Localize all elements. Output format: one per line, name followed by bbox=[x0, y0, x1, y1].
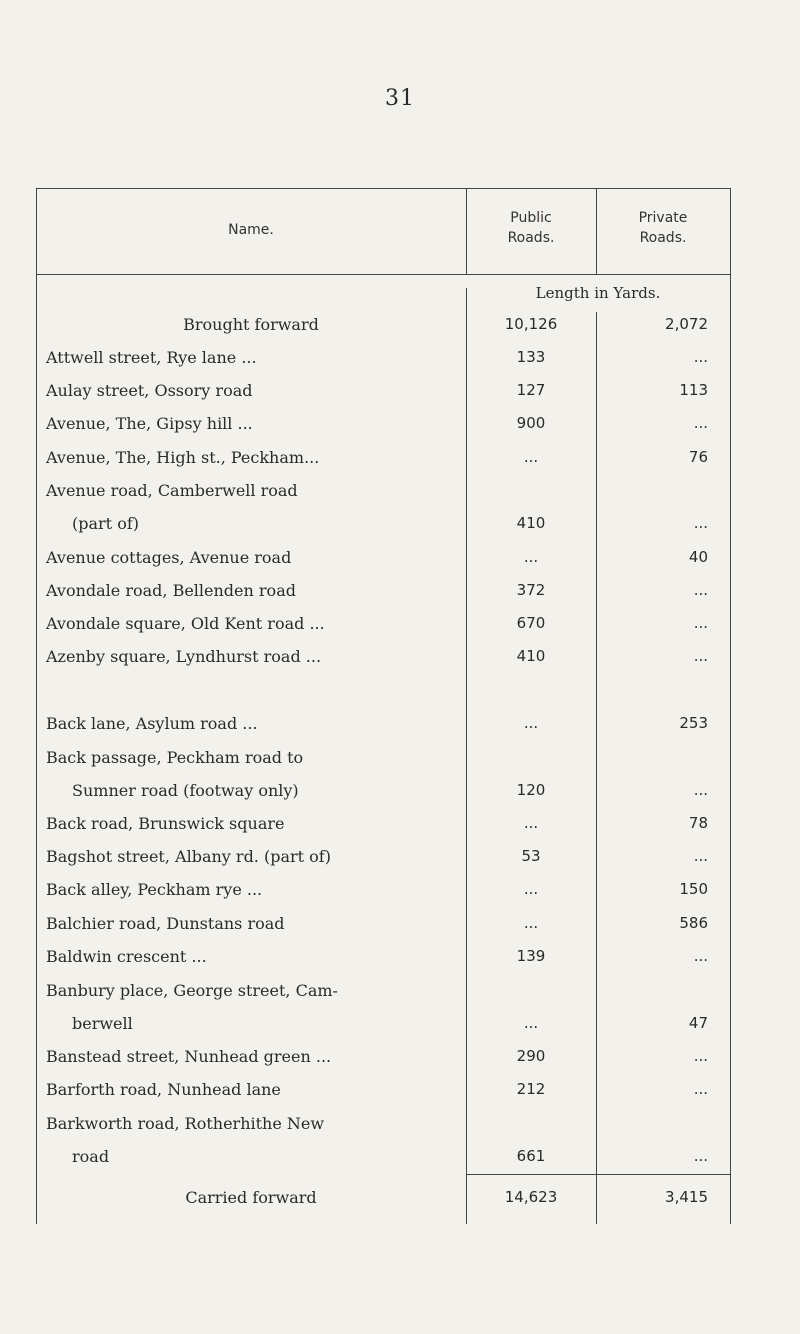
row-private-roads: 113 bbox=[679, 381, 708, 399]
row-public-roads: ... bbox=[523, 548, 539, 566]
roads-table bbox=[36, 188, 730, 1224]
row-public-roads: ... bbox=[523, 914, 539, 932]
row-private-roads: 40 bbox=[688, 548, 708, 566]
row-public-roads: 133 bbox=[516, 348, 546, 366]
row-public-roads: 212 bbox=[516, 1080, 546, 1098]
row-public-roads: ... bbox=[523, 448, 539, 466]
row-private-roads: 2,072 bbox=[665, 315, 708, 333]
row-public-roads: 410 bbox=[516, 647, 546, 665]
row-name: Aulay street, Ossory road bbox=[46, 381, 253, 400]
row-private-roads: 586 bbox=[679, 914, 708, 932]
row-name: Back passage, Peckham road to bbox=[46, 748, 304, 767]
row-name: Back road, Brunswick square bbox=[46, 814, 285, 833]
row-name: Avenue, The, High st., Peckham... bbox=[46, 448, 320, 467]
row-private-roads: ... bbox=[693, 1147, 708, 1165]
row-private-roads: ... bbox=[693, 514, 708, 532]
row-public-roads: ... bbox=[523, 714, 539, 732]
header-bottom-rule bbox=[36, 274, 730, 275]
row-name: Sumner road (footway only) bbox=[72, 781, 299, 800]
row-name: (part of) bbox=[72, 514, 139, 533]
header-private-roads bbox=[596, 208, 730, 248]
row-name: Brought forward bbox=[183, 315, 319, 334]
row-name: Bagshot street, Albany rd. (part of) bbox=[46, 847, 331, 866]
row-name: Back alley, Peckham rye ... bbox=[46, 880, 263, 899]
header-private-line2: Roads. bbox=[639, 230, 687, 246]
header-name: Name. bbox=[228, 222, 274, 238]
row-private-roads: ... bbox=[693, 414, 708, 432]
row-name: Avenue road, Camberwell road bbox=[46, 481, 298, 500]
left-border bbox=[36, 188, 37, 1224]
row-private-roads: 253 bbox=[679, 714, 708, 732]
row-name: berwell bbox=[72, 1014, 133, 1033]
row-name: Baldwin crescent ... bbox=[46, 947, 207, 966]
row-public-roads: 290 bbox=[516, 1047, 546, 1065]
row-private-roads: ... bbox=[693, 348, 708, 366]
row-name: Avondale road, Bellenden road bbox=[46, 581, 296, 600]
right-border bbox=[730, 188, 731, 1224]
row-name: Balchier road, Dunstans road bbox=[46, 914, 285, 933]
row-name: Avondale square, Old Kent road ... bbox=[46, 614, 325, 633]
table-top-rule bbox=[36, 188, 730, 189]
row-public-roads: 53 bbox=[521, 847, 541, 865]
row-name: road bbox=[72, 1147, 110, 1166]
header-public-line2: Roads. bbox=[507, 230, 555, 246]
row-public-roads: 661 bbox=[516, 1147, 546, 1165]
row-name: Avenue cottages, Avenue road bbox=[46, 548, 292, 567]
row-name: Attwell street, Rye lane ... bbox=[46, 348, 257, 367]
row-public-roads: ... bbox=[523, 880, 539, 898]
row-private-roads: 78 bbox=[688, 814, 708, 832]
row-public-roads: 410 bbox=[516, 514, 546, 532]
row-private-roads: ... bbox=[693, 1080, 708, 1098]
row-private-roads: ... bbox=[693, 847, 708, 865]
row-name: Banbury place, George street, Cam- bbox=[46, 981, 338, 1000]
row-name: Carried forward bbox=[185, 1188, 317, 1207]
row-private-roads: ... bbox=[693, 614, 708, 632]
row-public-roads: 670 bbox=[516, 614, 546, 632]
row-public-roads: 127 bbox=[516, 381, 546, 399]
total-rule bbox=[466, 1174, 730, 1175]
row-public-roads: 14,623 bbox=[504, 1188, 558, 1206]
header-public-line1: Public bbox=[510, 210, 552, 226]
row-private-roads: ... bbox=[693, 781, 708, 799]
row-name: Avenue, The, Gipsy hill ... bbox=[46, 414, 253, 433]
row-public-roads: 900 bbox=[516, 414, 546, 432]
row-private-roads: 76 bbox=[688, 448, 708, 466]
row-public-roads: 372 bbox=[516, 581, 546, 599]
row-private-roads: ... bbox=[693, 947, 708, 965]
row-public-roads: 10,126 bbox=[504, 315, 558, 333]
unit-subheader: Length in Yards. bbox=[535, 284, 661, 302]
row-private-roads: ... bbox=[693, 647, 708, 665]
row-private-roads: 47 bbox=[688, 1014, 708, 1032]
row-private-roads: ... bbox=[693, 1047, 708, 1065]
row-public-roads: 120 bbox=[516, 781, 546, 799]
header-public-roads bbox=[466, 208, 596, 248]
row-private-roads: ... bbox=[693, 581, 708, 599]
row-name: Azenby square, Lyndhurst road ... bbox=[46, 647, 322, 666]
page-number: 31 bbox=[385, 86, 415, 111]
row-private-roads: 3,415 bbox=[665, 1188, 708, 1206]
header-private-line1: Private bbox=[638, 210, 688, 226]
row-name: Barkworth road, Rotherhithe New bbox=[46, 1114, 325, 1133]
row-name: Barforth road, Nunhead lane bbox=[46, 1080, 281, 1099]
row-private-roads: 150 bbox=[679, 880, 708, 898]
row-name: Banstead street, Nunhead green ... bbox=[46, 1047, 332, 1066]
row-public-roads: ... bbox=[523, 814, 539, 832]
row-public-roads: ... bbox=[523, 1014, 539, 1032]
row-name: Back lane, Asylum road ... bbox=[46, 714, 258, 733]
row-public-roads: 139 bbox=[516, 947, 546, 965]
